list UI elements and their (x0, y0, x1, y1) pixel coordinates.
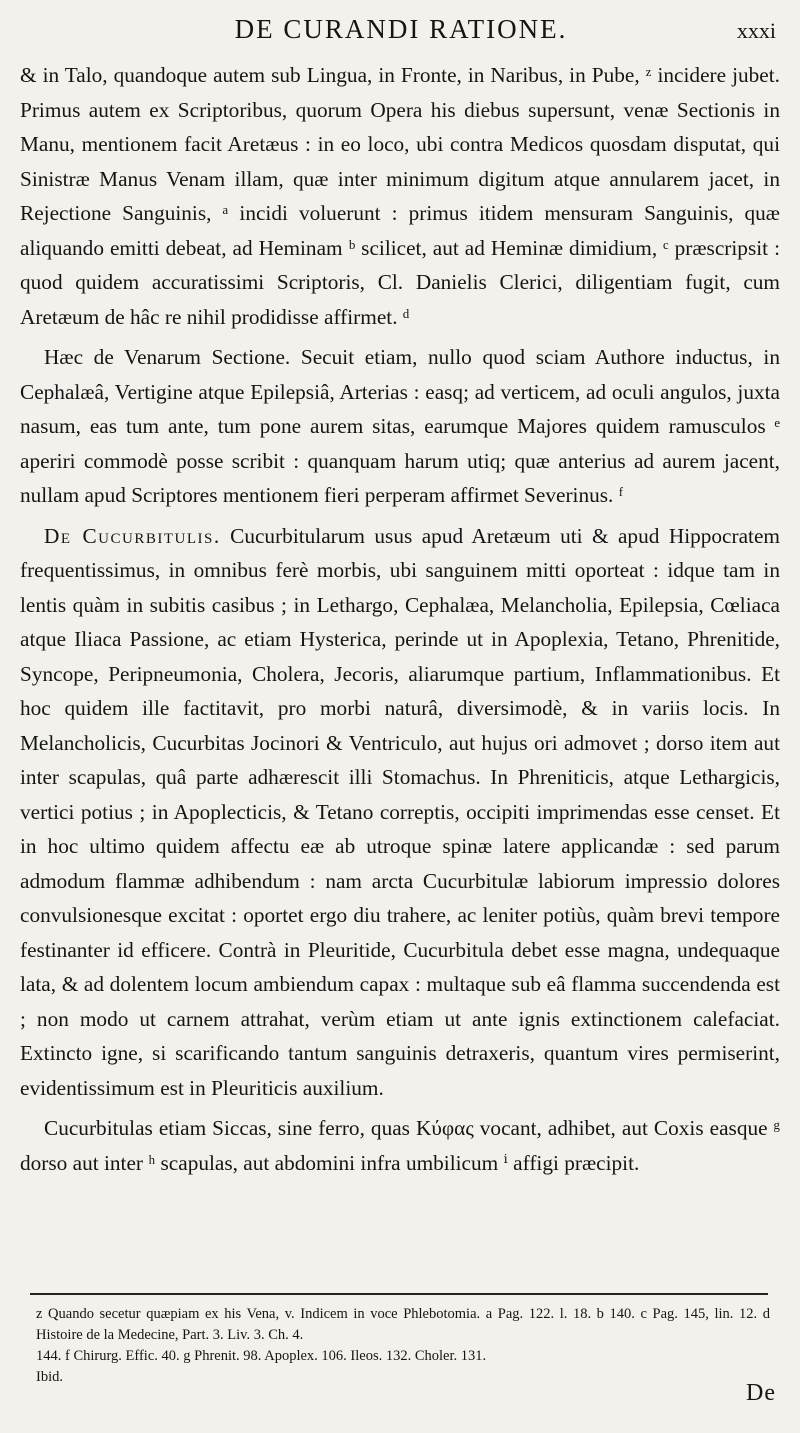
page-header (26, 14, 776, 54)
footnote-divider (30, 1293, 768, 1295)
footnotes (36, 1304, 770, 1388)
footnote-line: 144. f Chirurg. Effic. 40. g Phrenit. 98. Apoplex. 106. Ileos. 132. Choler. 131. (36, 1348, 487, 1364)
main-text (20, 58, 780, 1186)
footnote-line: z Quando secetur quæpiam ex his Vena, v. Indicem in voce Phlebotomia. a Pag. 122. l. 18. b 140. c Pag. 145, lin. 12. d Histoire de la Medecine, Part. 3. Liv. 3. Ch. 4. (36, 1306, 770, 1343)
section-heading: De Cucurbitulis. (44, 523, 221, 548)
running-title: DE CURANDI RATIONE. (234, 14, 568, 44)
paragraph-4: Cucurbitulas etiam Siccas, sine ferro, quas Κύφας vocant, adhibet, aut Coxis easque ᵍ dorso aut inter ʰ scapulas, aut abdomini infra umbilicum ⁱ affigi præcipit. (20, 1116, 780, 1175)
paragraph-1: & in Talo, quandoque autem sub Lingua, in Fronte, in Naribus, in Pube, ᶻ incidere jubet. Primus autem ex Scriptoribus, quorum Opera his diebus supersunt, venæ Sectionis in Manu, mentionem facit Aretæus : in eo loco, ubi contra Medicos quosdam disputat, qui Sinistræ Manus Venam illam, quæ inter minimum digitum atque annularem jacet, in Rejectione Sanguinis, ᵃ incidi voluerunt : primus itidem mensuram Sanguinis, quæ aliquando emitti debeat, ad Heminam ᵇ scilicet, aut ad Heminæ dimidium, ᶜ præscripsit : quod quidem accuratissimi Scriptoris, Cl. Danielis Clerici, diligentiam fugit, cum Aretæum de hâc re nihil prodidisse affirmet. ᵈ (20, 63, 780, 329)
page-number: xxxi (736, 18, 776, 43)
catchword: De (746, 1380, 776, 1406)
paragraph-2: Hæc de Venarum Sectione. Secuit etiam, nullo quod sciam Authore inductus, in Cephalæâ, Vertigine atque Epilepsiâ, Arterias : easq; ad verticem, ad oculi angulos, juxta nasum, eas tum ante, tum pone aurem sitas, earumque Majores quidem ramusculos ᵉ aperiri commodè posse scribit : quanquam harum utiq; quæ anterius ad aurem jacent, nullam apud Scriptores mentionem fieri perperam affirmet Severinus. ᶠ (20, 345, 780, 507)
paragraph-3 (20, 519, 780, 1106)
footnote-line: Ibid. (36, 1369, 63, 1385)
paragraph-3-text: Cucurbitularum usus apud Aretæum uti & apud Hippocratem frequentissimus, in omnibus ferè morbis, ubi sanguinem mitti oporteat : idque tam in lentis quàm in subitis casibus ; in Lethargo, Cephalæa, Melancholia, Epilepsia, Cœliaca atque Iliaca Passione, ac etiam Hysterica, perinde ut in Apoplexia, Tetano, Phrenitide, Syncope, Peripneumonia, Cholera, Jecoris, aliarumque partium, Inflammationibus. Et hoc quidem ille factitavit, pro morbi naturâ, diversimodè, & in variis locis. In Melancholicis, Cucurbitas Jocinori & Ventriculo, aut hujus ori admovet ; dorso item aut inter scapulas, quâ parte adhæresсit illi Stomachus. In Phreniticis, atque Lethargicis, vertici potius ; in Apoplecticis, & Tetano correptis, occipiti imprimendas esse censet. Et in hoc ultimo quidem affectu eæ ab utroque spinæ latere applicandæ : sed parum admodum flammæ adhibendum : nam arcta Cucurbitulæ labiorum impressio dolores convulsionesque excitat : oportet ergo diu trahere, ac leniter potiùs, quàm brevi tempore festinanter id efficere. Contrà in Pleuritide, Cucurbitula debet esse magna, undequaque lata, & ad dolentem locum ambiendum capax : multaque sub eâ flamma succendenda est ; non modo ut carnem attrahat, verùm etiam ut ante ignis extinctionem calefaciat. Extincto igne, si scarificando tantum sanguinis detraxeris, quantum vires permiserint, evidentissimum est in Pleuriticis auxilium. (20, 523, 780, 1100)
